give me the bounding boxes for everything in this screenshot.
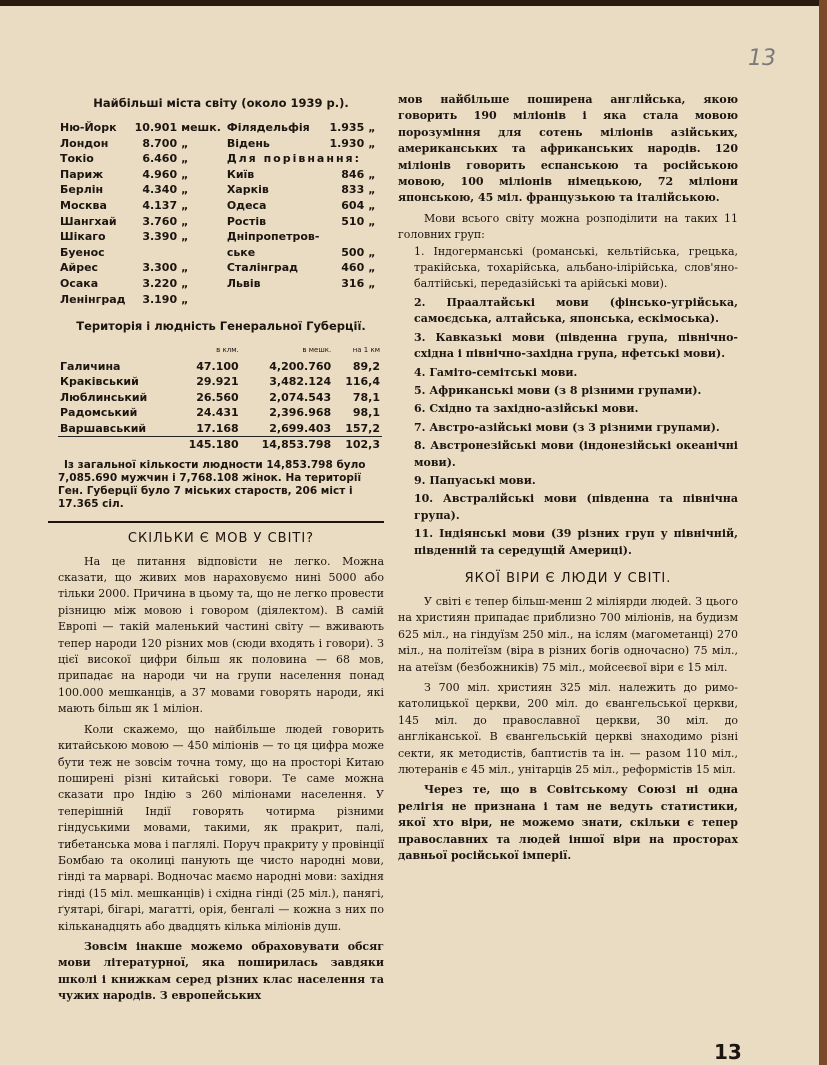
city-val: 3.220: [142, 276, 178, 290]
handwritten-page-note: 13: [748, 46, 776, 71]
gg-cell: в клм.: [216, 346, 239, 355]
gg-cell: Краківський: [60, 375, 139, 389]
city-val: [131, 245, 180, 261]
gg-cell: 145.180: [173, 437, 241, 453]
city-name: Ростів: [226, 214, 267, 228]
language-group-item: 3. Кавказькі мови (південна група, північно-східна і північно-західна група, нфетські мови).: [414, 330, 738, 361]
city-row: [58, 292, 378, 308]
section-rule: [48, 521, 384, 523]
city-name: Харків: [226, 183, 269, 197]
language-group-item: 9. Папуаські мови.: [414, 473, 536, 487]
city-unit: „: [181, 183, 189, 197]
city-val: 1.930: [329, 136, 365, 150]
gg-cell: 102,3: [333, 437, 382, 453]
city-name: Буенос: [60, 245, 105, 259]
language-group-item: 4. Гаміто-семітські мови.: [414, 365, 578, 379]
city-val: 4.340: [142, 183, 178, 197]
gg-cell: 26.560: [196, 390, 239, 404]
city-unit: „: [368, 136, 376, 150]
gg-note: Із загальної кількости людности 14,853.798 було 7,085.690 мужчин і 7,768.108 жінок. На території Ген. Губерції було 7 міських староств, 206 міст і 17.365 сіл.: [58, 458, 366, 510]
language-group-item: 8. Австронезійські мови (індонезійські океанічні мови).: [414, 439, 738, 469]
city-unit: „: [368, 261, 376, 275]
city-unit: „: [181, 292, 189, 306]
city-unit: „: [181, 261, 189, 275]
city-name: Москва: [60, 198, 107, 212]
gg-cell: 98,1: [352, 406, 380, 420]
paragraph: Мови всього світу можна розподілити на таких 11 головних груп:: [398, 211, 738, 242]
language-group-item: 1. Індогерманські (романські, кельтійська, грецька, тракійська, тохарійська, альбано-ілірійська, слов'яно-балтійські, передазійські та арійські мови).: [414, 244, 738, 291]
gg-row: [58, 390, 382, 406]
city-row: [58, 198, 378, 214]
city-unit: „: [368, 214, 376, 228]
gg-cell: [58, 343, 173, 359]
city-val: [326, 229, 367, 245]
city-row: [58, 151, 378, 167]
city-unit: „: [181, 167, 189, 181]
gg-total-row: [58, 437, 382, 453]
gg-cell: 157,2: [345, 421, 380, 435]
city-unit: „: [181, 276, 189, 290]
city-unit: „: [181, 198, 189, 212]
gg-table: [58, 343, 382, 453]
gg-row: [58, 421, 382, 437]
city-name: Відень: [226, 136, 270, 150]
city-row: [58, 260, 378, 276]
city-val: 316: [341, 276, 365, 290]
right-column: [398, 92, 738, 864]
scan-edge-top: [0, 0, 827, 6]
city-unit: „: [181, 152, 189, 166]
city-unit: „: [368, 245, 376, 259]
gg-cell: Галичина: [60, 359, 121, 373]
gg-cell: Варшавський: [60, 421, 147, 435]
city-name: Київ: [226, 167, 255, 181]
city-unit: „: [368, 198, 376, 212]
city-val: [326, 292, 367, 308]
city-unit: [179, 245, 225, 261]
paragraph: мов найбільше поширена англійська, якою говорить 190 міліонів і яка стала мовою порозуміння для сотень міліонів азійських, американських та африканських народів. 120 міліонів говорить еспанською та російською мовою, 100 міліонів німецькою, 72 міліони японською, 45 міл. французькою та італійською.: [398, 93, 738, 205]
gg-header-row: [58, 343, 382, 359]
city-name: Сталінград: [226, 261, 299, 275]
city-name: Токіо: [60, 152, 94, 166]
city-val: 510: [341, 214, 365, 228]
city-val: 6.460: [142, 152, 178, 166]
city-unit: мешк.: [181, 121, 221, 134]
gg-cell: 78,1: [352, 390, 380, 404]
city-name: Париж: [60, 167, 104, 181]
paragraph: З 700 міл. християн 325 міл. належить до римо-католицької церкви, 200 міл. до євангельської церкви, 145 міл. до православної церкви, 30 міл. до англіканської. В євангельській церкві знаходимо різні секти, як методистів, баптистів та ін. — разом 110 міл., лютеранів є 45 міл., унітарців 25 міл., реформістів 15 міл.: [398, 681, 738, 777]
city-val: 833: [341, 183, 365, 197]
city-unit: [366, 229, 378, 245]
city-val: 460: [341, 261, 365, 275]
city-name: Ню-Йорк: [60, 121, 117, 134]
city-val: 4.960: [142, 167, 178, 181]
gg-cell: 24.431: [196, 406, 239, 420]
city-name: Філядельфія: [226, 121, 310, 134]
gg-row: [58, 405, 382, 421]
city-name: Львів: [226, 276, 261, 290]
city-val: 8.700: [142, 136, 178, 150]
gg-cell: 2,699.403: [269, 421, 332, 435]
city-row: [58, 214, 378, 230]
language-group-item: 7. Австро-азійські мови (з 3 різними групами).: [414, 420, 720, 434]
city-val: 500: [341, 245, 365, 259]
city-name: Для порівнання:: [226, 152, 362, 166]
gg-cell: Люблинський: [60, 390, 148, 404]
language-group-item: 5. Африканські мови (з 8 різними групами).: [414, 383, 702, 397]
city-unit: „: [368, 121, 376, 134]
cities-table: [58, 120, 378, 307]
city-name: Одеса: [226, 198, 267, 212]
city-row: [58, 245, 378, 261]
language-groups-list: [398, 244, 738, 559]
city-name: Осака: [60, 276, 99, 290]
language-group-item: 2. Праалтайські мови (фінсько-угрійська, самоєдська, алтайська, японська, ескімоська).: [414, 295, 738, 326]
gg-cell: 3,482.124: [269, 375, 332, 389]
page-number: 13: [714, 1040, 742, 1064]
gg-cell: Радомський: [60, 406, 138, 420]
city-name: Лондон: [60, 136, 109, 150]
city-val: 4.137: [142, 198, 178, 212]
city-name: Шікаго: [60, 230, 106, 244]
city-unit: „: [368, 167, 376, 181]
gg-cell: 17.168: [196, 421, 239, 435]
city-row: [58, 136, 378, 152]
cities-title: Найбільші міста світу (около 1939 р.).: [93, 96, 349, 110]
city-row: [58, 229, 378, 245]
language-group-item: 10. Австралійські мови (південна та північна група).: [414, 492, 738, 522]
city-val: 3.190: [142, 292, 178, 306]
city-name: Ленінград: [60, 292, 126, 306]
city-val: 3.390: [142, 230, 178, 244]
city-unit: „: [181, 214, 189, 228]
paragraph: Коли скажемо, що найбільше людей говорить китайською мовою — 450 міліонів — то ця цифра може бути теж не зовсім точна тому, що на просторі Китаю поширені різні китайські говори. Те саме можна сказати про Індію з 260 міліонами населення. У теперішній Індії говорять чотирма різними гіндуськими мовами, такими, як пракрит, палі, тибетанська мова і паглялі. Поруч пракриту у провінції Бомбаю та околиці панують ще чисто народні мови, гінді та марварі. Водночас маємо народні мови: західня гінді (15 міл. мешканців) і східна гінді (25 міл.), панягі, ґуятарі, бігарі, магатті, орія, бенгалі — кожна з них по кільканадцять або двадцять кілька міліонів душ.: [58, 722, 384, 933]
city-val: 846: [341, 167, 365, 181]
city-row: [58, 120, 378, 136]
city-row: [58, 182, 378, 198]
paragraph: На це питання відповісти не легко. Можна сказати, що живих мов нараховуємо нині 5000 або тільки 2000. Причина в цьому та, що не легко провести різницю між мовою і говором (діялектом). В самій Европі — такій маленький частині світу — вживають тепер народи 120 різних мов (сюди входять і говори). З цієї високої цифри більш як половина — 68 мов, припадає на народи чи на групи населення понад 100.000 мешканців, а 37 мовами говорять народи, які мають більш як 1 міліон.: [58, 554, 384, 716]
city-val: 604: [341, 198, 365, 212]
paragraph: У світі є тепер більш-менш 2 міліярди людей. З цього на християн припадає приблизно 700 міліонів, на будизм 625 міл., на гіндуїзм 250 міл., на іслям (магометанці) 270 міл., на політеїзм (віра в різних богів одночасно) 75 міл., на атеїзм (безбожників) 75 міл., мойсеєвої віри є 15 міл.: [398, 594, 738, 674]
city-val: 3.300: [142, 261, 178, 275]
gg-cell: 29.921: [196, 375, 239, 389]
city-val: 10.901: [134, 121, 178, 134]
language-group-item: 11. Індіянські мови (39 різних груп у північній, південній та середущій Америці).: [414, 527, 738, 557]
gg-cell: 47.100: [196, 359, 239, 373]
gg-cell: 116,4: [345, 375, 380, 389]
gg-cell: на 1 км: [352, 346, 380, 355]
gg-cell: 89,2: [352, 359, 380, 373]
gg-cell: [58, 437, 173, 453]
city-name: Шангхай: [60, 214, 117, 228]
city-name: Айрес: [60, 261, 99, 275]
language-group-item: 6. Східно та західно-азійські мови.: [414, 402, 639, 416]
gg-cell: 2,396.968: [269, 406, 332, 420]
city-val: 1.935: [329, 121, 365, 134]
gg-row: [58, 374, 382, 390]
left-column: [58, 92, 384, 1005]
city-row: [58, 276, 378, 292]
city-name: [225, 292, 326, 308]
article-title-religions: ЯКОЇ ВІРИ Є ЛЮДИ У СВІТІ.: [464, 570, 672, 586]
city-unit: „: [181, 136, 189, 150]
city-unit: „: [181, 230, 189, 244]
paragraph: Через те, що в Совітському Союзі ні одна релігія не признана і там не ведуть статистики, якої хто віри, не можемо знати, скільки є тепер православних та людей іншої віри на просторах давньої російської імперії.: [398, 783, 738, 863]
city-val: 3.760: [142, 214, 178, 228]
city-unit: „: [368, 183, 376, 197]
paragraph: Зовсім інакше можемо обраховувати обсяг мови літературної, яка поширилась завдяки школі і книжкам серед різних клас населення та чужих народів. З европейських: [58, 939, 384, 1003]
gg-cell: в мешк.: [302, 346, 332, 355]
city-row: [58, 167, 378, 183]
city-name: Берлін: [60, 183, 104, 197]
city-unit: [366, 292, 378, 308]
gg-cell: 14,853.798: [241, 437, 334, 453]
gg-cell: 2,074.543: [269, 390, 332, 404]
gg-row: [58, 359, 382, 375]
scan-edge-right: [819, 0, 827, 1065]
city-name: ське: [226, 245, 256, 259]
gg-cell: 4,200.760: [269, 359, 332, 373]
article-title-languages: СКІЛЬКИ Є МОВ У СВІТІ?: [127, 530, 315, 546]
city-name: Дніпропетров-: [226, 230, 320, 244]
gg-title: Територія і людність Генеральної Губерції.: [76, 319, 366, 334]
city-unit: „: [368, 276, 376, 290]
